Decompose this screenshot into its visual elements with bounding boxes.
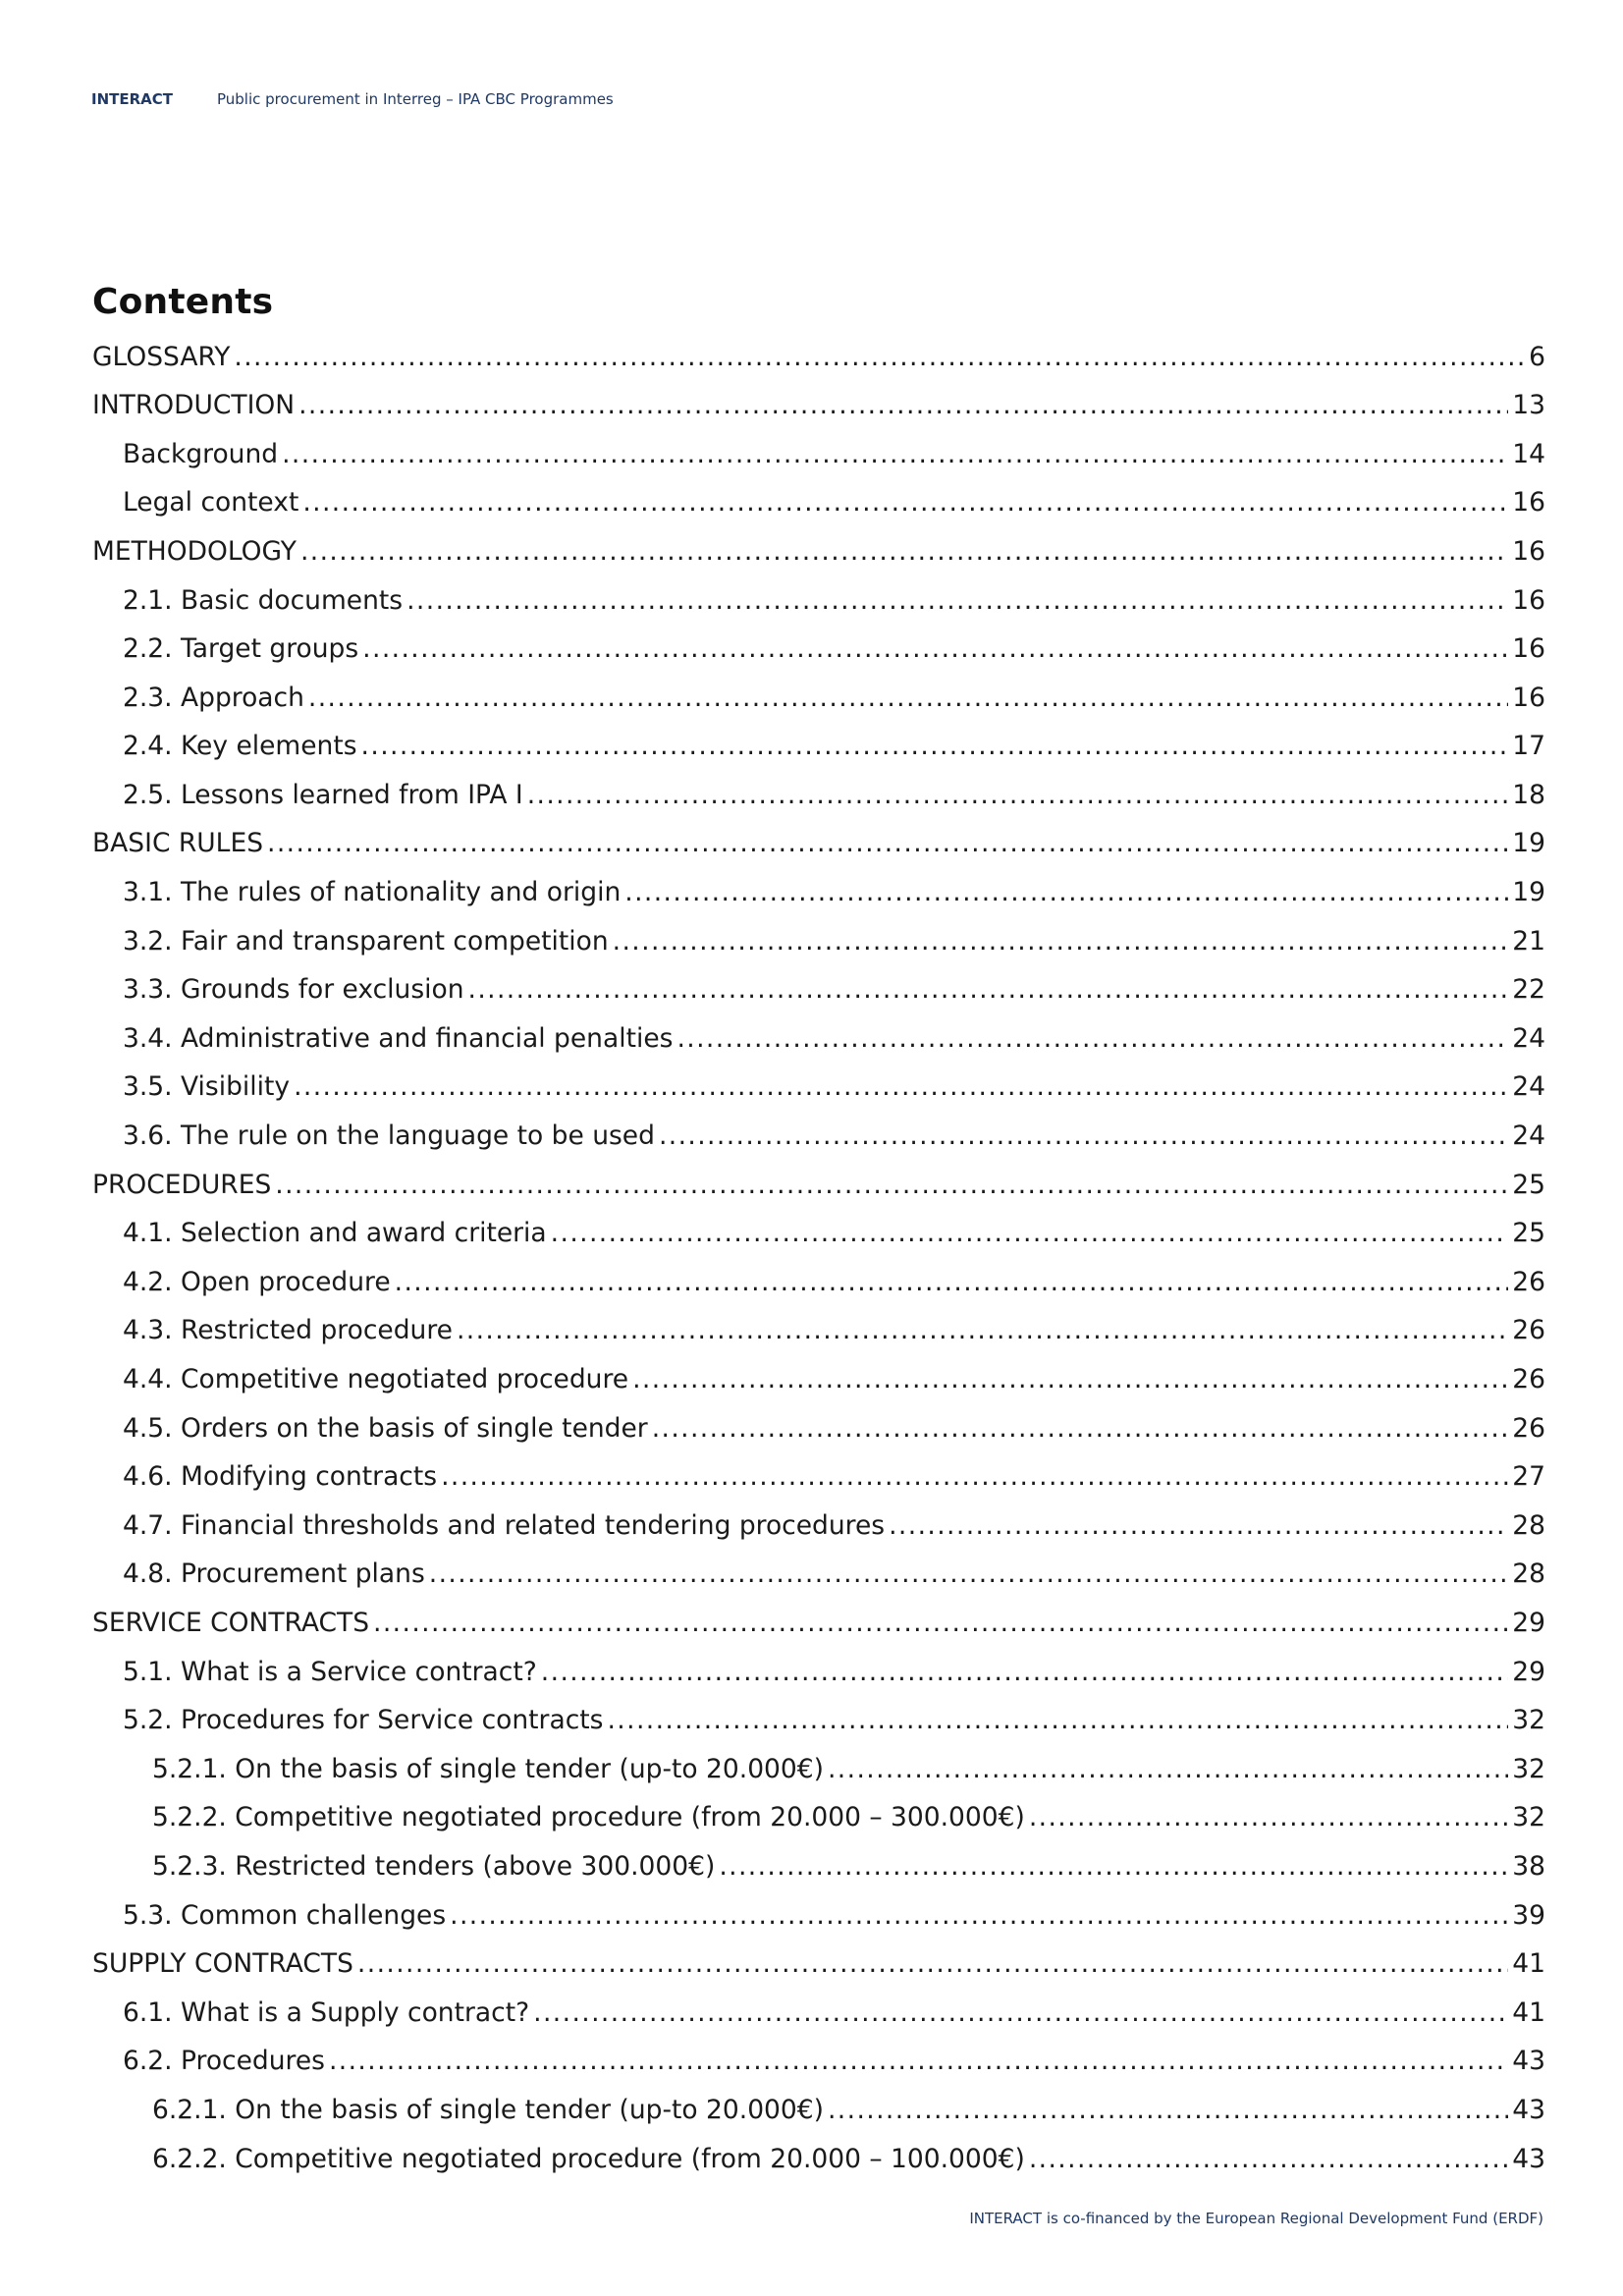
toc-entry-page-number: 13 <box>1512 390 1545 421</box>
toc-dot-leader <box>676 1026 1508 1053</box>
toc-entry[interactable] <box>92 479 1545 528</box>
toc-entry-page-number: 26 <box>1512 1315 1545 1346</box>
toc-entry-label: 2.3. Approach <box>123 682 304 713</box>
toc-entry-page-number: 6 <box>1529 341 1545 372</box>
toc-entry-label: BASIC RULES <box>92 828 264 859</box>
toc-dot-leader <box>551 1221 1509 1247</box>
toc-entry-label: 5.2. Procedures for Service contracts <box>123 1705 604 1736</box>
toc-dot-leader <box>361 734 1509 760</box>
toc-entry-label: 5.2.3. Restricted tenders (above 300.000€) <box>152 1850 716 1882</box>
toc-entry-page-number: 32 <box>1512 1753 1545 1784</box>
toc-entry[interactable] <box>92 1210 1545 1259</box>
toc-entry-label: 6.2.2. Competitive negotiated procedure (from 20.000 – 100.000€) <box>152 2143 1025 2174</box>
contents-title: Contents <box>92 282 274 322</box>
table-of-contents <box>92 333 1545 2184</box>
toc-entry[interactable] <box>92 382 1545 431</box>
toc-entry[interactable] <box>92 1599 1545 1648</box>
toc-entry-page-number: 21 <box>1512 925 1545 957</box>
toc-dot-leader <box>298 393 1508 419</box>
toc-dot-leader <box>468 977 1509 1004</box>
toc-entry-label: SERVICE CONTRACTS <box>92 1607 370 1638</box>
toc-entry-label: 4.7. Financial thresholds and related tendering procedures <box>123 1509 886 1541</box>
toc-entry[interactable] <box>92 1453 1545 1503</box>
toc-entry[interactable] <box>92 1404 1545 1453</box>
toc-entry-label: PROCEDURES <box>92 1169 272 1200</box>
toc-entry-label: 4.6. Modifying contracts <box>123 1461 438 1493</box>
toc-dot-leader <box>1029 2147 1508 2173</box>
toc-entry-page-number: 32 <box>1512 1802 1545 1833</box>
toc-dot-leader <box>275 1173 1508 1199</box>
toc-dot-leader <box>395 1270 1509 1296</box>
toc-entry[interactable] <box>92 869 1545 918</box>
toc-entry-page-number: 29 <box>1512 1607 1545 1638</box>
toc-dot-leader <box>406 588 1508 615</box>
toc-entry[interactable] <box>92 771 1545 820</box>
toc-entry-label: 6.2. Procedures <box>123 2046 325 2077</box>
toc-entry-label: Legal context <box>123 487 299 519</box>
toc-entry-page-number: 27 <box>1512 1461 1545 1493</box>
toc-entry-page-number: 26 <box>1512 1412 1545 1444</box>
toc-entry[interactable] <box>92 723 1545 772</box>
toc-entry-page-number: 22 <box>1512 974 1545 1006</box>
toc-entry-page-number: 32 <box>1512 1705 1545 1736</box>
toc-entry[interactable] <box>92 1697 1545 1746</box>
toc-entry-label: 4.1. Selection and award criteria <box>123 1218 547 1249</box>
toc-entry-label: 2.2. Target groups <box>123 633 359 665</box>
toc-entry[interactable] <box>92 1842 1545 1891</box>
toc-entry-label: 5.2.2. Competitive negotiated procedure (from 20.000 – 300.000€) <box>152 1802 1025 1833</box>
toc-dot-leader <box>541 1660 1508 1686</box>
toc-dot-leader <box>828 2098 1508 2124</box>
toc-entry-label: GLOSSARY <box>92 341 231 372</box>
toc-entry-label: SUPPLY CONTRACTS <box>92 1948 353 1980</box>
toc-entry-page-number: 14 <box>1512 438 1545 469</box>
toc-dot-leader <box>294 1074 1508 1101</box>
toc-dot-leader <box>457 1318 1508 1344</box>
toc-entry-page-number: 41 <box>1512 1996 1545 2028</box>
toc-entry-page-number: 24 <box>1512 1121 1545 1152</box>
toc-entry-page-number: 38 <box>1512 1850 1545 1882</box>
toc-entry[interactable] <box>92 576 1545 626</box>
toc-entry-label: 3.3. Grounds for exclusion <box>123 974 464 1006</box>
toc-entry-page-number: 28 <box>1512 1509 1545 1541</box>
toc-dot-leader <box>889 1513 1508 1540</box>
toc-entry-label: 2.4. Key elements <box>123 731 357 762</box>
toc-entry-label: 6.2.1. On the basis of single tender (up-to 20.000€) <box>152 2094 824 2125</box>
toc-entry-page-number: 16 <box>1512 584 1545 616</box>
toc-dot-leader <box>302 490 1508 517</box>
toc-entry-page-number: 29 <box>1512 1656 1545 1687</box>
toc-entry-label: 3.5. Visibility <box>123 1071 291 1103</box>
toc-entry[interactable] <box>92 527 1545 576</box>
toc-entry-page-number: 16 <box>1512 487 1545 519</box>
toc-entry-page-number: 41 <box>1512 1948 1545 1980</box>
toc-entry-label: 5.3. Common challenges <box>123 1899 447 1931</box>
toc-entry[interactable] <box>92 1794 1545 1843</box>
toc-entry-label: 4.5. Orders on the basis of single tender <box>123 1412 648 1444</box>
toc-entry-label: METHODOLOGY <box>92 535 297 567</box>
toc-entry-page-number: 16 <box>1512 535 1545 567</box>
toc-entry-label: 3.6. The rule on the language to be used <box>123 1121 655 1152</box>
toc-entry[interactable] <box>92 1891 1545 1941</box>
toc-dot-leader <box>267 831 1508 857</box>
toc-entry[interactable] <box>92 966 1545 1015</box>
toc-entry[interactable] <box>92 1161 1545 1210</box>
toc-dot-leader <box>373 1611 1508 1637</box>
toc-entry[interactable] <box>92 674 1545 723</box>
toc-entry-label: 2.5. Lessons learned from IPA I <box>123 779 523 810</box>
toc-entry[interactable] <box>92 1551 1545 1600</box>
toc-dot-leader <box>719 1854 1508 1881</box>
toc-entry[interactable] <box>92 1989 1545 2038</box>
toc-entry-label: 5.2.1. On the basis of single tender (up-to 20.000€) <box>152 1753 824 1784</box>
toc-dot-leader <box>357 1951 1508 1978</box>
toc-entry-page-number: 28 <box>1512 1558 1545 1590</box>
toc-entry-page-number: 19 <box>1512 828 1545 859</box>
page-header <box>91 90 614 108</box>
toc-dot-leader <box>828 1757 1508 1783</box>
toc-entry-page-number: 25 <box>1512 1169 1545 1200</box>
header-brand: INTERACT <box>91 90 174 108</box>
toc-entry-page-number: 26 <box>1512 1266 1545 1297</box>
toc-entry-page-number: 39 <box>1512 1899 1545 1931</box>
toc-entry[interactable] <box>92 2086 1545 2135</box>
toc-entry[interactable] <box>92 626 1545 675</box>
toc-entry[interactable] <box>92 1113 1545 1162</box>
toc-dot-leader <box>329 2049 1508 2075</box>
toc-entry-label: 4.3. Restricted procedure <box>123 1315 453 1346</box>
toc-entry[interactable] <box>92 1502 1545 1551</box>
toc-dot-leader <box>533 2000 1508 2027</box>
toc-entry-page-number: 19 <box>1512 877 1545 908</box>
toc-entry-label: 3.4. Administrative and financial penalties <box>123 1022 674 1054</box>
toc-dot-leader <box>527 783 1509 809</box>
toc-entry[interactable] <box>92 1307 1545 1356</box>
toc-entry[interactable] <box>92 1745 1545 1794</box>
toc-entry-page-number: 26 <box>1512 1364 1545 1395</box>
toc-dot-leader <box>234 345 1525 371</box>
toc-entry-label: INTRODUCTION <box>92 390 296 421</box>
toc-entry-page-number: 24 <box>1512 1071 1545 1103</box>
toc-entry-page-number: 43 <box>1512 2094 1545 2125</box>
toc-entry-label: 4.4. Competitive negotiated procedure <box>123 1364 629 1395</box>
toc-entry-label: 6.1. What is a Supply contract? <box>123 1996 530 2028</box>
toc-entry-page-number: 18 <box>1512 779 1545 810</box>
toc-entry[interactable] <box>92 2038 1545 2087</box>
toc-entry[interactable] <box>92 1648 1545 1697</box>
toc-dot-leader <box>282 442 1508 468</box>
toc-entry-label: Background <box>123 438 279 469</box>
toc-dot-leader <box>308 685 1508 712</box>
toc-entry-page-number: 43 <box>1512 2046 1545 2077</box>
toc-dot-leader <box>652 1416 1509 1443</box>
toc-dot-leader <box>450 1903 1508 1930</box>
toc-entry[interactable] <box>92 1258 1545 1307</box>
page-footer: INTERACT is co-financed by the European Regional Development Fund (ERDF) <box>969 2210 1543 2227</box>
toc-entry[interactable] <box>92 1941 1545 1990</box>
toc-entry[interactable] <box>92 2135 1545 2184</box>
toc-dot-leader <box>613 929 1509 956</box>
toc-dot-leader <box>300 539 1508 566</box>
header-document-title: Public procurement in Interreg – IPA CBC Programmes <box>217 90 614 108</box>
toc-entry[interactable] <box>92 1014 1545 1064</box>
toc-entry-page-number: 24 <box>1512 1022 1545 1054</box>
toc-entry-label: 4.2. Open procedure <box>123 1266 391 1297</box>
toc-dot-leader <box>441 1464 1508 1491</box>
toc-dot-leader <box>1029 1805 1508 1831</box>
toc-dot-leader <box>659 1123 1508 1150</box>
toc-entry-label: 3.1. The rules of nationality and origin <box>123 877 622 908</box>
toc-entry-label: 4.8. Procurement plans <box>123 1558 425 1590</box>
toc-entry-page-number: 16 <box>1512 682 1545 713</box>
toc-entry[interactable] <box>92 917 1545 966</box>
toc-dot-leader <box>632 1367 1508 1394</box>
toc-entry-label: 5.1. What is a Service contract? <box>123 1656 537 1687</box>
toc-entry-page-number: 43 <box>1512 2143 1545 2174</box>
toc-entry-page-number: 16 <box>1512 633 1545 665</box>
toc-entry[interactable] <box>92 333 1545 382</box>
toc-dot-leader <box>624 880 1508 906</box>
toc-dot-leader <box>607 1708 1508 1734</box>
toc-entry[interactable] <box>92 1064 1545 1113</box>
toc-dot-leader <box>362 636 1508 663</box>
toc-entry-label: 3.2. Fair and transparent competition <box>123 925 609 957</box>
toc-entry-page-number: 25 <box>1512 1218 1545 1249</box>
toc-entry-page-number: 17 <box>1512 731 1545 762</box>
toc-entry[interactable] <box>92 820 1545 869</box>
toc-dot-leader <box>429 1561 1509 1588</box>
toc-entry-label: 2.1. Basic documents <box>123 584 404 616</box>
toc-entry[interactable] <box>92 1355 1545 1404</box>
toc-entry[interactable] <box>92 430 1545 479</box>
